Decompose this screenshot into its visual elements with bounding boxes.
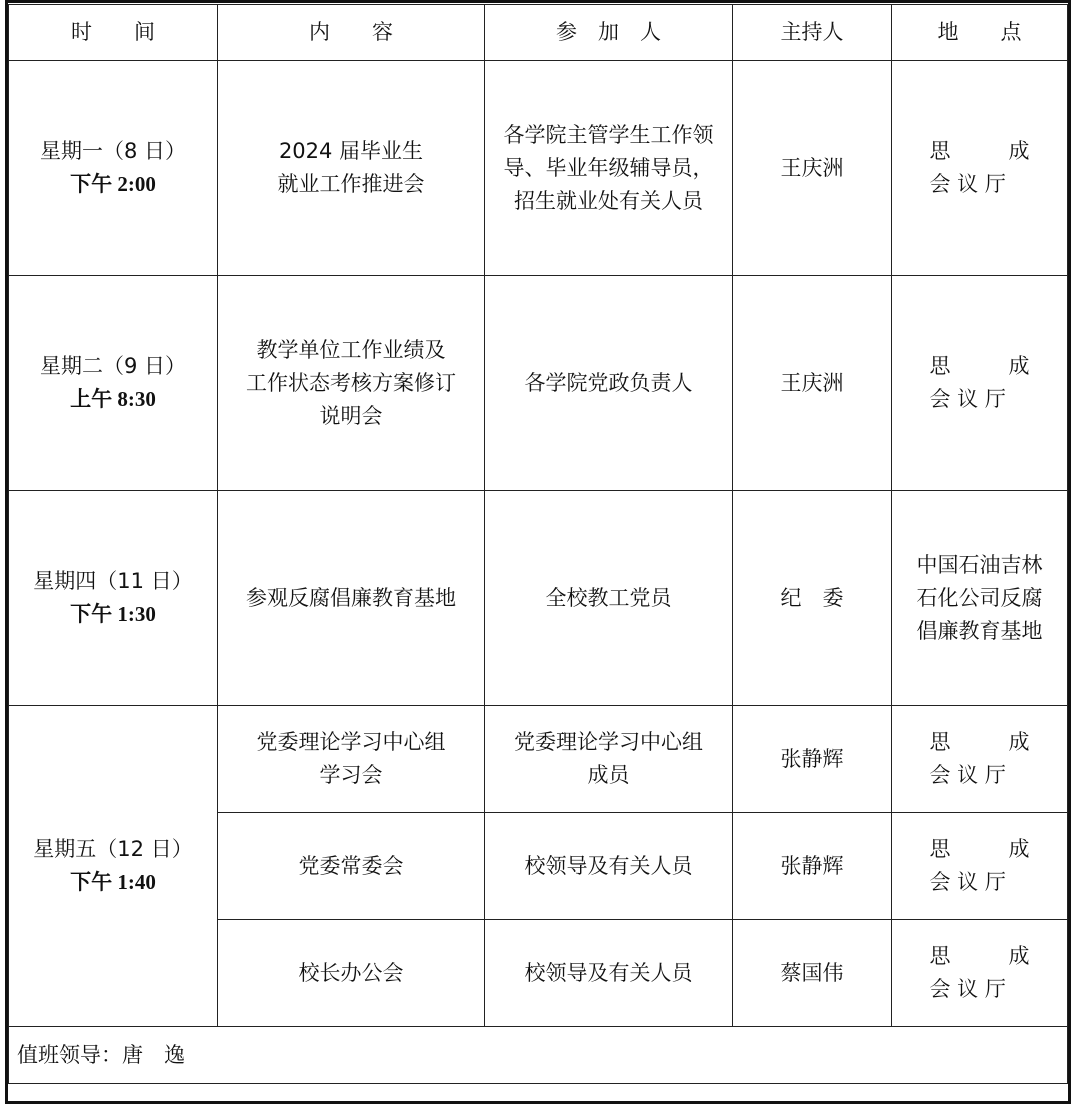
time-clock: 下午 1:40	[70, 870, 156, 894]
location-cell: 思 成 会 议 厅	[892, 706, 1068, 813]
time-cell	[9, 61, 218, 276]
location-cell: 思 成 会 议 厅	[892, 276, 1068, 491]
host-cell: 纪 委	[733, 491, 892, 706]
host-cell: 蔡国伟	[733, 920, 892, 1027]
time-day: 星期五（12 日）	[33, 837, 193, 861]
table-row	[9, 706, 1068, 813]
time-clock: 下午 2:00	[70, 172, 156, 196]
time-clock: 上午 8:30	[70, 387, 156, 411]
location-cell: 思 成 会 议 厅	[892, 61, 1068, 276]
time-cell	[9, 491, 218, 706]
host-cell: 王庆洲	[733, 276, 892, 491]
header-location: 地 点	[892, 5, 1068, 61]
footer-row	[9, 1027, 1068, 1084]
host-cell: 张静辉	[733, 813, 892, 920]
header-host: 主持人	[733, 5, 892, 61]
participants-cell: 各学院主管学生工作领 导、毕业年级辅导员， 招生就业处有关人员	[485, 61, 733, 276]
participants-cell: 校领导及有关人员	[485, 920, 733, 1027]
header-time: 时 间	[9, 5, 218, 61]
header-row	[9, 5, 1068, 61]
content-cell: 党委理论学习中心组 学习会	[218, 706, 485, 813]
content-cell: 校长办公会	[218, 920, 485, 1027]
location-cell: 思 成 会 议 厅	[892, 920, 1068, 1027]
participants-cell: 校领导及有关人员	[485, 813, 733, 920]
time-day: 星期四（11 日）	[33, 569, 193, 593]
content-cell: 2024 届毕业生 就业工作推进会	[218, 61, 485, 276]
content-cell: 教学单位工作业绩及 工作状态考核方案修订 说明会	[218, 276, 485, 491]
participants-cell: 党委理论学习中心组 成员	[485, 706, 733, 813]
time-cell	[9, 276, 218, 491]
table-row	[9, 276, 1068, 491]
duty-leader: 值班领导：唐 逸	[9, 1027, 1068, 1084]
location-cell: 中国石油吉林 石化公司反腐 倡廉教育基地	[892, 491, 1068, 706]
header-participants: 参 加 人	[485, 5, 733, 61]
time-cell	[9, 706, 218, 1027]
time-clock: 下午 1:30	[70, 602, 156, 626]
content-cell: 党委常委会	[218, 813, 485, 920]
content-cell: 参观反腐倡廉教育基地	[218, 491, 485, 706]
location-cell: 思 成 会 议 厅	[892, 813, 1068, 920]
table-row	[9, 491, 1068, 706]
weekly-schedule-table	[8, 4, 1068, 1084]
participants-cell: 各学院党政负责人	[485, 276, 733, 491]
table-row	[9, 61, 1068, 276]
host-cell: 王庆洲	[733, 61, 892, 276]
time-day: 星期二（9 日）	[39, 354, 187, 378]
time-day: 星期一（8 日）	[39, 139, 187, 163]
header-content: 内 容	[218, 5, 485, 61]
participants-cell: 全校教工党员	[485, 491, 733, 706]
host-cell: 张静辉	[733, 706, 892, 813]
